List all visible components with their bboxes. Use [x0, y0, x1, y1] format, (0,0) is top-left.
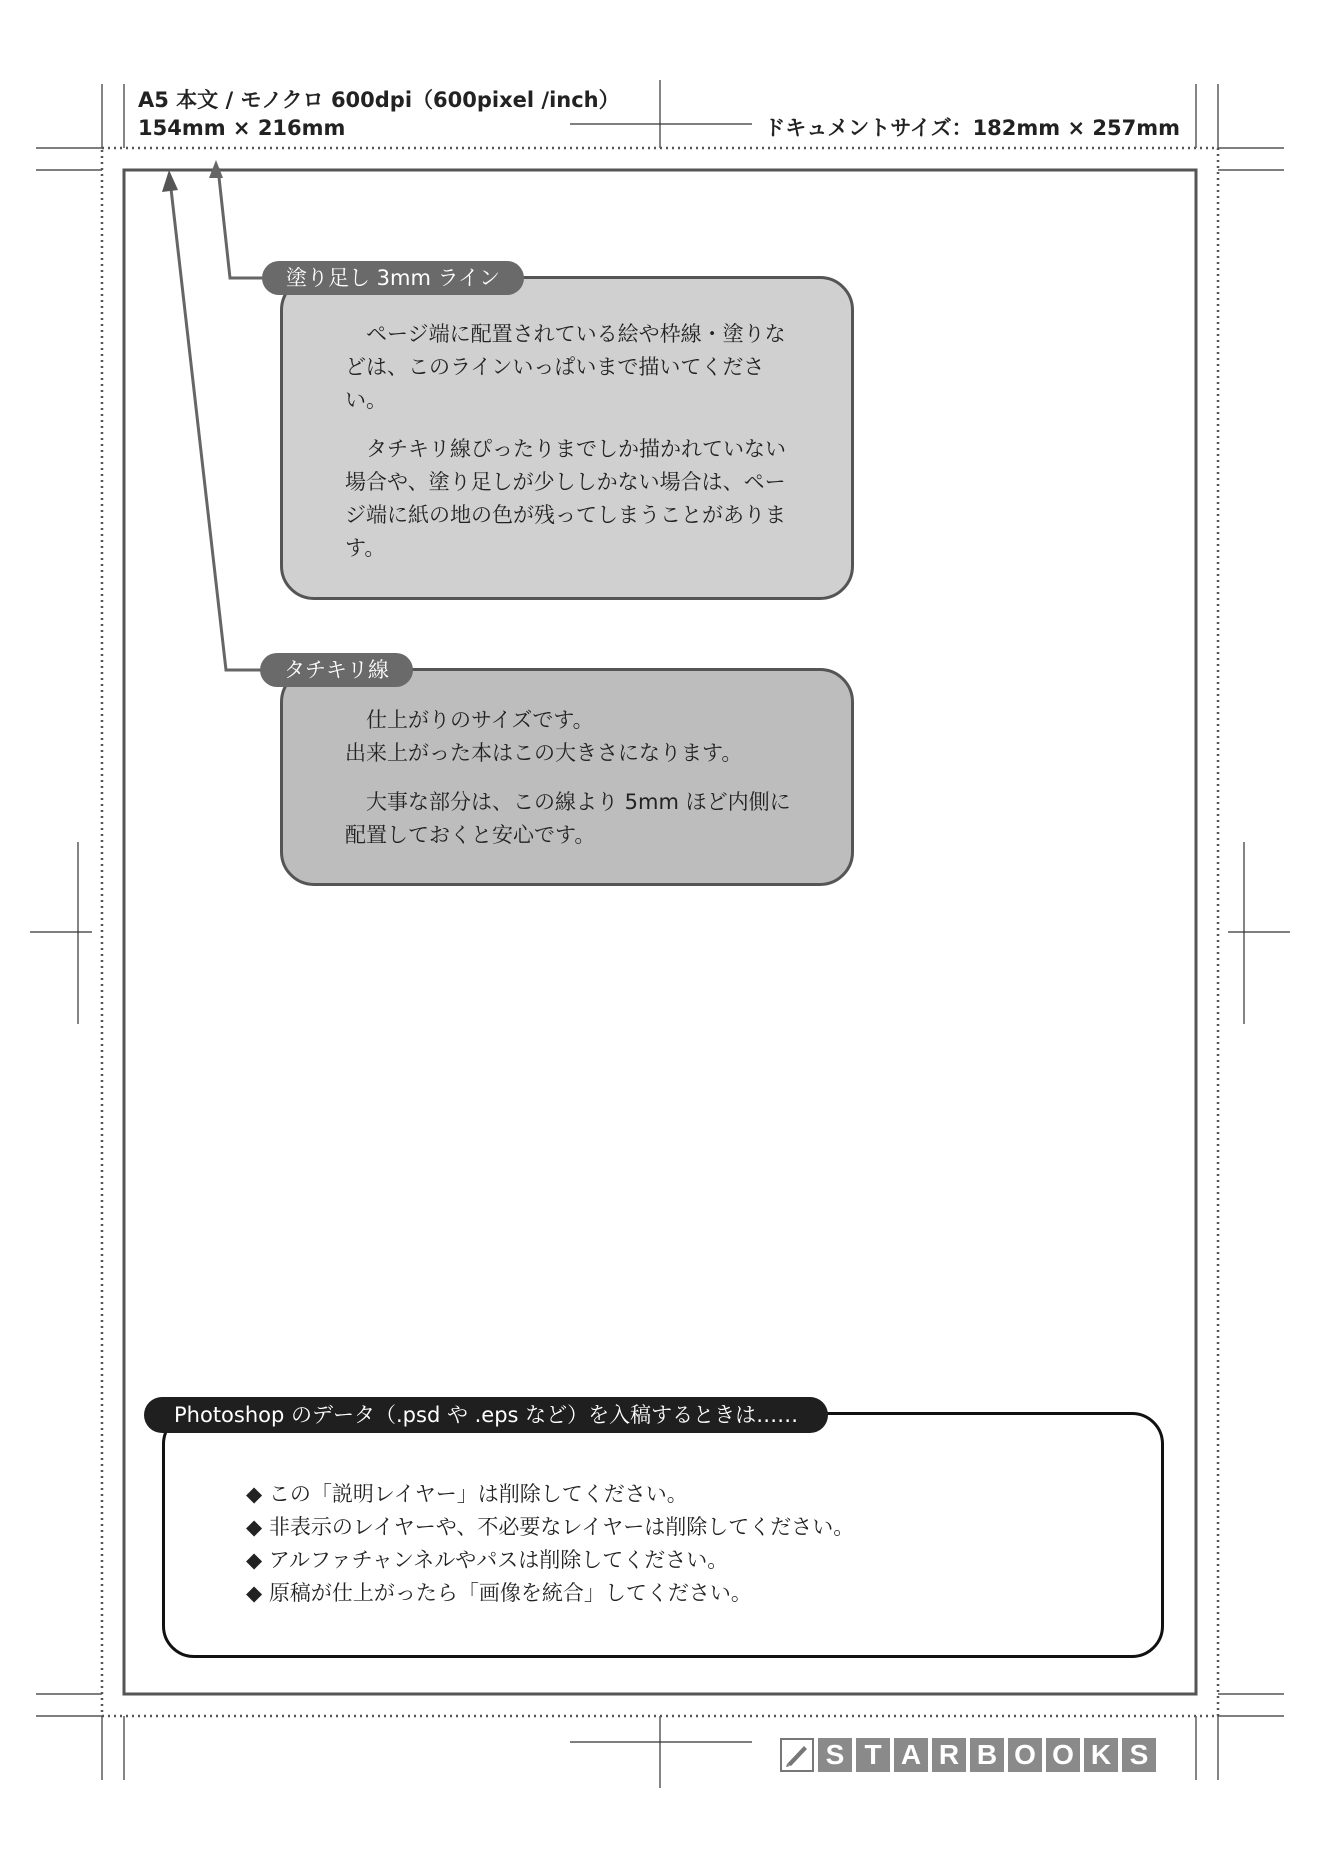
trim-arrow-head [162, 170, 178, 192]
logo-letter: S [818, 1738, 852, 1772]
photoshop-notes-list [246, 1478, 854, 1610]
trim-para-1: 仕上がりのサイズです。 出来上がった本はこの大きさになります。 [345, 708, 743, 765]
logo-letter: T [856, 1738, 890, 1772]
logo-letter: A [894, 1738, 928, 1772]
trim-callout-text [345, 704, 795, 868]
spec-line-2: 154mm × 216mm [138, 116, 346, 140]
bleed-para-1: ページ端に配置されている絵や枠線・塗りなどは、このラインいっぱいまで描いてください。 [345, 322, 786, 412]
logo-letter: R [932, 1738, 966, 1772]
logo-letter: K [1084, 1738, 1118, 1772]
trim-para-2: 大事な部分は、この線より 5mm ほど内側に配置しておくと安心です。 [345, 790, 791, 847]
bleed-callout-tag: 塗り足し 3mm ライン [262, 261, 524, 295]
logo-letter: B [970, 1738, 1004, 1772]
bleed-para-2: タチキリ線ぴったりまでしか描かれていない場合や、塗り足しが少ししかない場合は、ページ端に紙の地の色が残ってしまうことがあります。 [345, 437, 786, 560]
logo-letter: S [1122, 1738, 1156, 1772]
logo-letter: O [1046, 1738, 1080, 1772]
document-size-label: ドキュメントサイズ：182mm × 257mm [764, 116, 1180, 140]
trim-arrow-line [170, 180, 264, 670]
bleed-callout-text [345, 318, 795, 581]
photoshop-note-item: ◆ 非表示のレイヤーや、不必要なレイヤーは削除してください。 [246, 1515, 855, 1539]
trim-callout-tag: タチキリ線 [260, 653, 413, 687]
starbooks-logo [780, 1738, 1160, 1772]
photoshop-notes-tag: Photoshop のデータ（.psd や .eps など）を入稿するときは…… [144, 1397, 828, 1433]
pen-icon [780, 1738, 814, 1772]
photoshop-note-item: ◆ アルファチャンネルやパスは削除してください。 [246, 1548, 729, 1572]
photoshop-note-item: ◆ この「説明レイヤー」は削除してください。 [246, 1482, 688, 1506]
bleed-arrow-line [218, 168, 264, 278]
photoshop-note-item: ◆ 原稿が仕上がったら「画像を統合」してください。 [246, 1581, 752, 1605]
logo-letter: O [1008, 1738, 1042, 1772]
spec-line-1: A5 本文 / モノクロ 600dpi（600pixel /inch） [138, 88, 620, 112]
